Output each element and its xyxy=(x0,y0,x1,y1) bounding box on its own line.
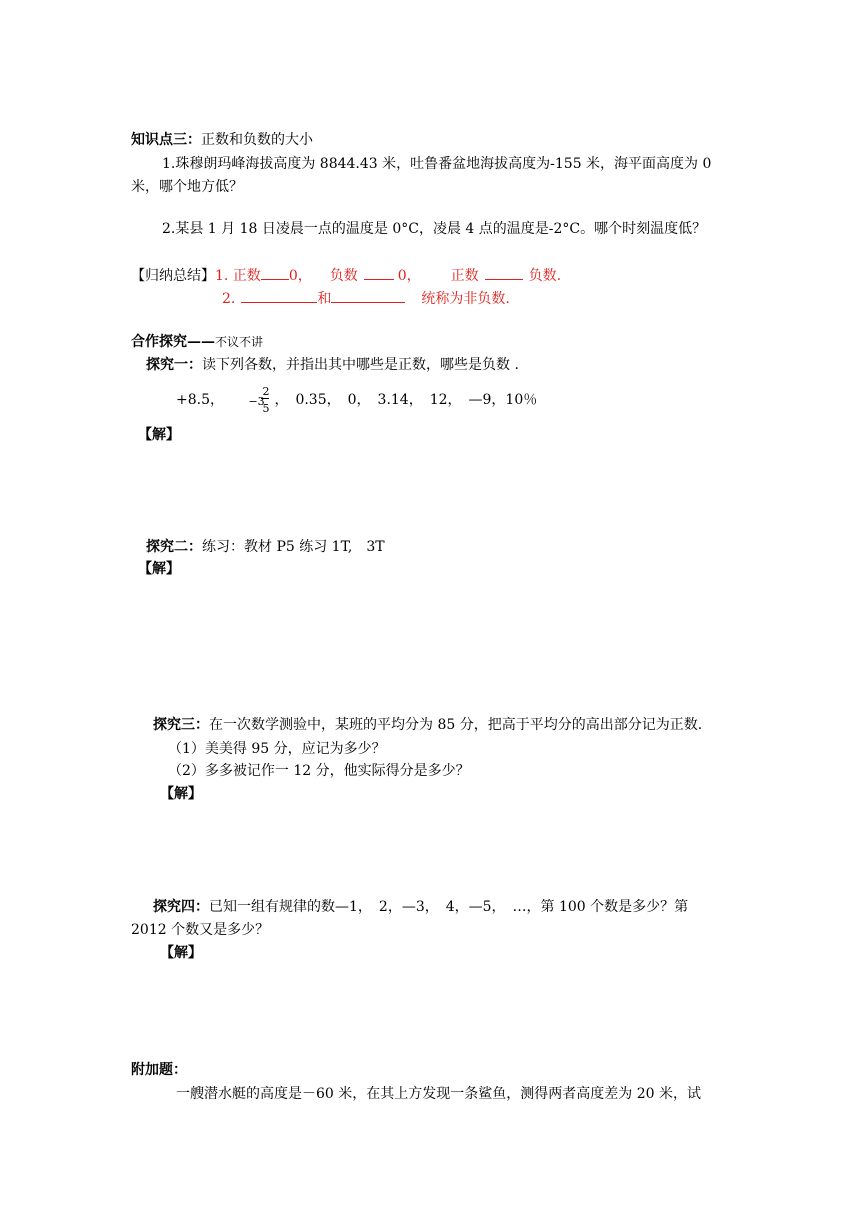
explore-2-label: 探究二： xyxy=(146,539,202,555)
summary-and: 和 xyxy=(317,291,332,307)
summary-line-2 xyxy=(222,289,510,308)
section3-heading xyxy=(131,131,313,149)
section3-heading-label: 知识点三： xyxy=(131,132,201,148)
explore-3-sub-2: （2）多多被记作一 12 分，他实际得分是多少？ xyxy=(168,763,470,779)
coop-heading-title: 合作探究—— xyxy=(131,334,215,350)
blank-4[interactable] xyxy=(241,289,317,303)
summary-nonnegative: 统称为非负数. xyxy=(421,291,510,307)
explore-1-text: 读下列各数，并指出其中哪些是正数，哪些是负数 . xyxy=(202,357,519,373)
extra-question: 一艘潜水艇的高度是－60 米，在其上方发现一条鲨鱼，测得两者高度差为 20 米，试 xyxy=(176,1086,701,1102)
question-1-line-1: 1.珠穆朗玛峰海拔高度为 8844.43 米，吐鲁番盆地海拔高度为-155 米，海平面高度为 0 xyxy=(162,156,712,172)
coop-heading-note: 不议不讲 xyxy=(215,335,264,349)
explore-1-label: 探究一： xyxy=(146,357,202,373)
explore-1 xyxy=(146,356,519,374)
coop-heading xyxy=(131,333,263,351)
explore-3 xyxy=(153,716,702,734)
explore-4 xyxy=(153,898,688,916)
summary-negative-text-2: 负数. xyxy=(528,268,562,284)
explore-2-solution: 【解】 xyxy=(138,561,180,577)
mixed-fraction xyxy=(248,384,274,414)
explore-4-solution: 【解】 xyxy=(160,945,202,961)
explore-2 xyxy=(146,538,385,556)
explore-4-line-2: 2012 个数又是多少？ xyxy=(131,922,270,938)
summary-negative-text: 负数 xyxy=(329,268,358,284)
summary-label: 【归纳总结】 xyxy=(131,268,215,284)
explore-2-text: 练习：教材 P5 练习 1T, 3T xyxy=(202,539,385,555)
fraction-numerator: 2 xyxy=(262,385,270,398)
blank-5[interactable] xyxy=(331,289,405,303)
summary-zero-1: 0， xyxy=(288,268,312,284)
explore-4-text: 已知一组有规律的数—1， 2，—3， 4，—5， …，第 100 个数是多少？第 xyxy=(209,899,689,915)
explore-3-solution: 【解】 xyxy=(160,786,202,802)
blank-2[interactable] xyxy=(364,266,394,280)
question-1-line-2: 米，哪个地方低？ xyxy=(131,179,243,195)
explore-1-solution: 【解】 xyxy=(138,427,180,443)
numbers-part-a: +8.5， xyxy=(176,392,224,408)
explore-3-text: 在一次数学测验中，某班的平均分为 85 分，把高于平均分的高出部分记为正数. xyxy=(209,717,703,733)
section3-heading-title: 正数和负数的大小 xyxy=(201,132,313,148)
explore-3-sub-1: （1）美美得 95 分，应记为多少？ xyxy=(168,741,386,757)
summary-line-2-number: 2. xyxy=(222,291,236,307)
summary-positive-text: 1. 正数 xyxy=(215,268,261,284)
blank-3[interactable] xyxy=(485,266,523,280)
explore-4-label: 探究四： xyxy=(153,899,209,915)
extra-heading: 附加题： xyxy=(131,1062,187,1078)
explore-3-label: 探究三： xyxy=(153,717,209,733)
explore-1-numbers xyxy=(176,384,537,414)
fraction-denominator: 5 xyxy=(262,402,270,415)
summary-line-1 xyxy=(131,266,561,285)
question-2: 2.某县 1 月 18 日凌晨一点的温度是 0°C，凌晨 4 点的温度是-2°C。哪个时刻温度低？ xyxy=(162,221,707,237)
summary-positive-text-2: 正数 xyxy=(450,268,479,284)
numbers-part-b: ， 0.35， 0， 3.14， 12， —9，10％ xyxy=(274,392,538,408)
blank-1[interactable] xyxy=(261,266,289,280)
fraction-whole: −3 xyxy=(248,395,265,408)
summary-zero-2: 0， xyxy=(397,268,421,284)
